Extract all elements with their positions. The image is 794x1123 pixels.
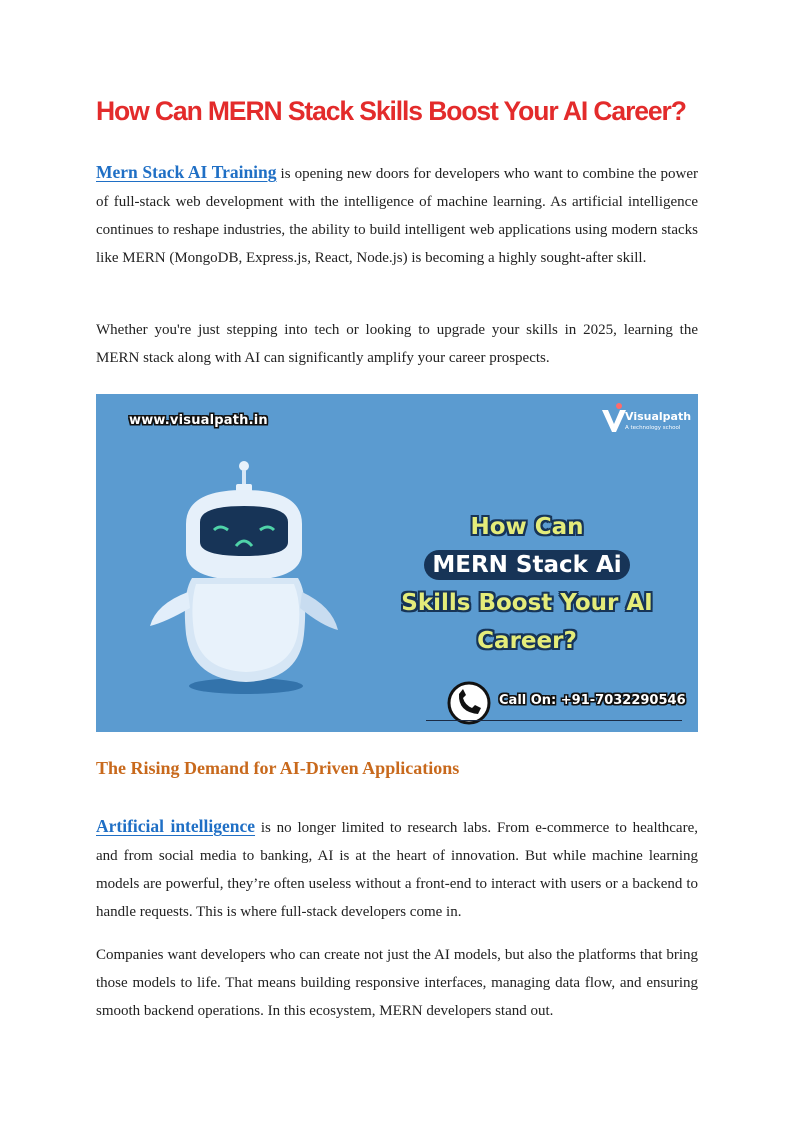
section-heading: The Rising Demand for AI-Driven Applications [96, 758, 460, 778]
intro-paragraph [96, 158, 698, 272]
promo-banner [96, 394, 698, 732]
headline-line3: Career? [477, 628, 577, 654]
headline-line2: Skills Boost Your AI [401, 590, 653, 616]
ai-text: is no longer limited to research labs. From e-commerce to healthcare, and from social media to banking, AI is at the heart of innovation. But while machine learning models are powerful, they’re often useless without a front-end to interact with users or a backend to handle requests. This is where full-stack developers come in. [96, 820, 698, 920]
page-title: How Can MERN Stack Skills Boost Your AI Career? [96, 96, 686, 126]
brand-tagline: A technology school [625, 425, 681, 431]
visualpath-logo-icon [602, 403, 626, 432]
brand-name: Visualpath [625, 410, 692, 423]
intro-text: is opening new doors for developers who want to combine the power of full-stack web development with the intelligence of machine learning. As artificial intelligence continues to reshape industries, the ability to build intelligent web applications using modern stacks like MERN (MongoDB, Express.js, React, Node.js) is becoming a highly sought-after skill. [96, 166, 698, 266]
companies-paragraph: Companies want developers who can create not just the AI models, but also the platforms that bring those models to life. That means building responsive interfaces, managing data flow, and ensuring smooth backend operations. In this ecosystem, MERN developers stand out. [96, 947, 698, 1019]
second-paragraph: Whether you're just stepping into tech or looking to upgrade your skills in 2025, learning the MERN stack along with AI can significantly amplify your career prospects. [96, 322, 698, 366]
website-url[interactable]: www.visualpath.in [129, 413, 268, 428]
ai-paragraph [96, 812, 698, 926]
headline-part1: How Can [470, 514, 584, 540]
mern-training-link[interactable]: Mern Stack AI Training [96, 162, 277, 182]
headline-highlight: MERN Stack Ai [424, 550, 629, 580]
call-underline [426, 720, 682, 721]
artificial-intelligence-link[interactable]: Artificial intelligence [96, 816, 256, 836]
banner-headline [366, 508, 688, 660]
call-number[interactable]: Call On: +91-7032290546 [499, 693, 686, 708]
